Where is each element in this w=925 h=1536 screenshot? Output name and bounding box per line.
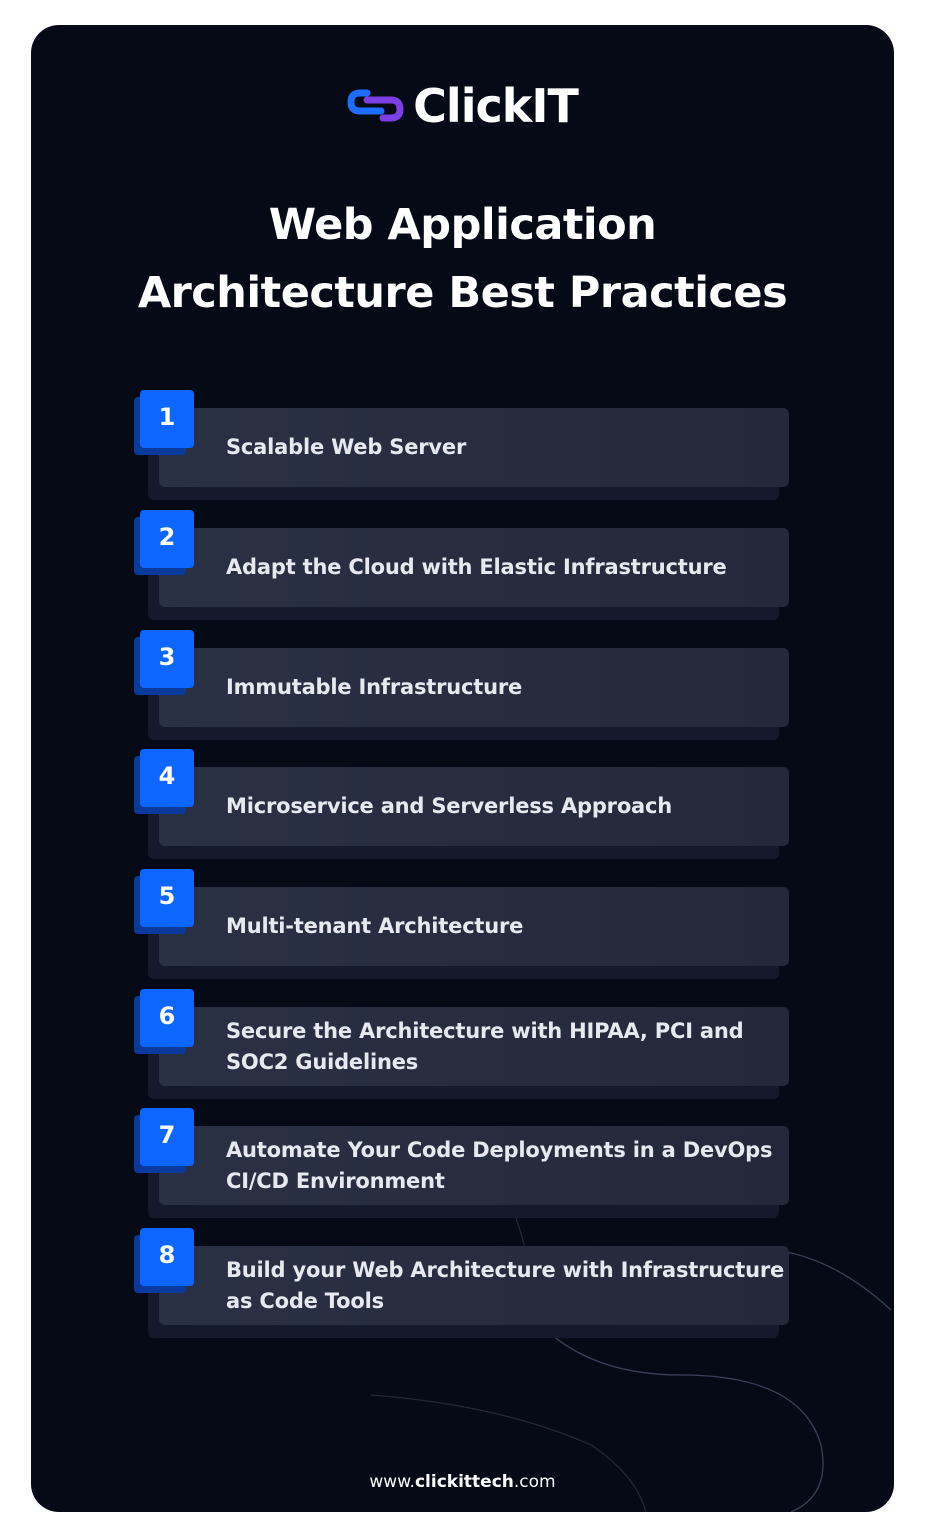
item-label: [226, 408, 791, 487]
item-label-text: Scalable Web Server: [226, 435, 467, 459]
item-number-badge: 4: [140, 749, 194, 807]
brand-logo: [31, 79, 894, 133]
item-label: [226, 1126, 791, 1205]
list-item: [134, 989, 794, 1085]
item-label-text: Immutable Infrastructure: [226, 675, 523, 699]
clickit-logo-icon: [347, 86, 405, 126]
list-item: [134, 630, 794, 726]
footer-url: [31, 1472, 894, 1492]
item-label-text: Multi-tenant Architecture: [226, 914, 524, 938]
list-item: [134, 749, 794, 845]
item-number-badge: 8: [140, 1228, 194, 1286]
item-number-badge: 1: [140, 390, 194, 448]
footer-prefix: www.: [369, 1472, 415, 1492]
item-label: [226, 528, 791, 607]
item-label-text: Build your Web Architecture with Infrastructure as Code Tools: [226, 1257, 785, 1313]
item-label-text: Secure the Architecture with HIPAA, PCI and SOC2 Guidelines: [226, 1018, 744, 1074]
item-label: [226, 1007, 791, 1086]
list-item: [134, 1228, 794, 1324]
list-item: [134, 1108, 794, 1204]
item-number-badge: 3: [140, 630, 194, 688]
item-label: [226, 887, 791, 966]
title-line-1: Web Application: [268, 200, 657, 250]
item-number-badge: 6: [140, 989, 194, 1047]
item-label: [226, 767, 791, 846]
infographic-card: [31, 25, 894, 1512]
footer-suffix: .com: [513, 1472, 556, 1492]
item-number-badge: 2: [140, 510, 194, 568]
list-item: [134, 390, 794, 486]
page-title: [31, 191, 894, 327]
list-item: [134, 510, 794, 606]
item-number-badge: 7: [140, 1108, 194, 1166]
list-item: [134, 869, 794, 965]
title-line-2: Architecture Best Practices: [137, 268, 788, 318]
item-label: [226, 648, 791, 727]
brand-name: ClickIT: [413, 79, 578, 133]
footer-domain: clickittech: [414, 1472, 514, 1492]
item-label-text: Automate Your Code Deployments in a DevOps CI/CD Environment: [226, 1137, 773, 1193]
item-number-badge: 5: [140, 869, 194, 927]
item-label-text: Adapt the Cloud with Elastic Infrastructure: [226, 555, 727, 579]
item-label: [226, 1246, 791, 1325]
item-label-text: Microservice and Serverless Approach: [226, 794, 673, 818]
